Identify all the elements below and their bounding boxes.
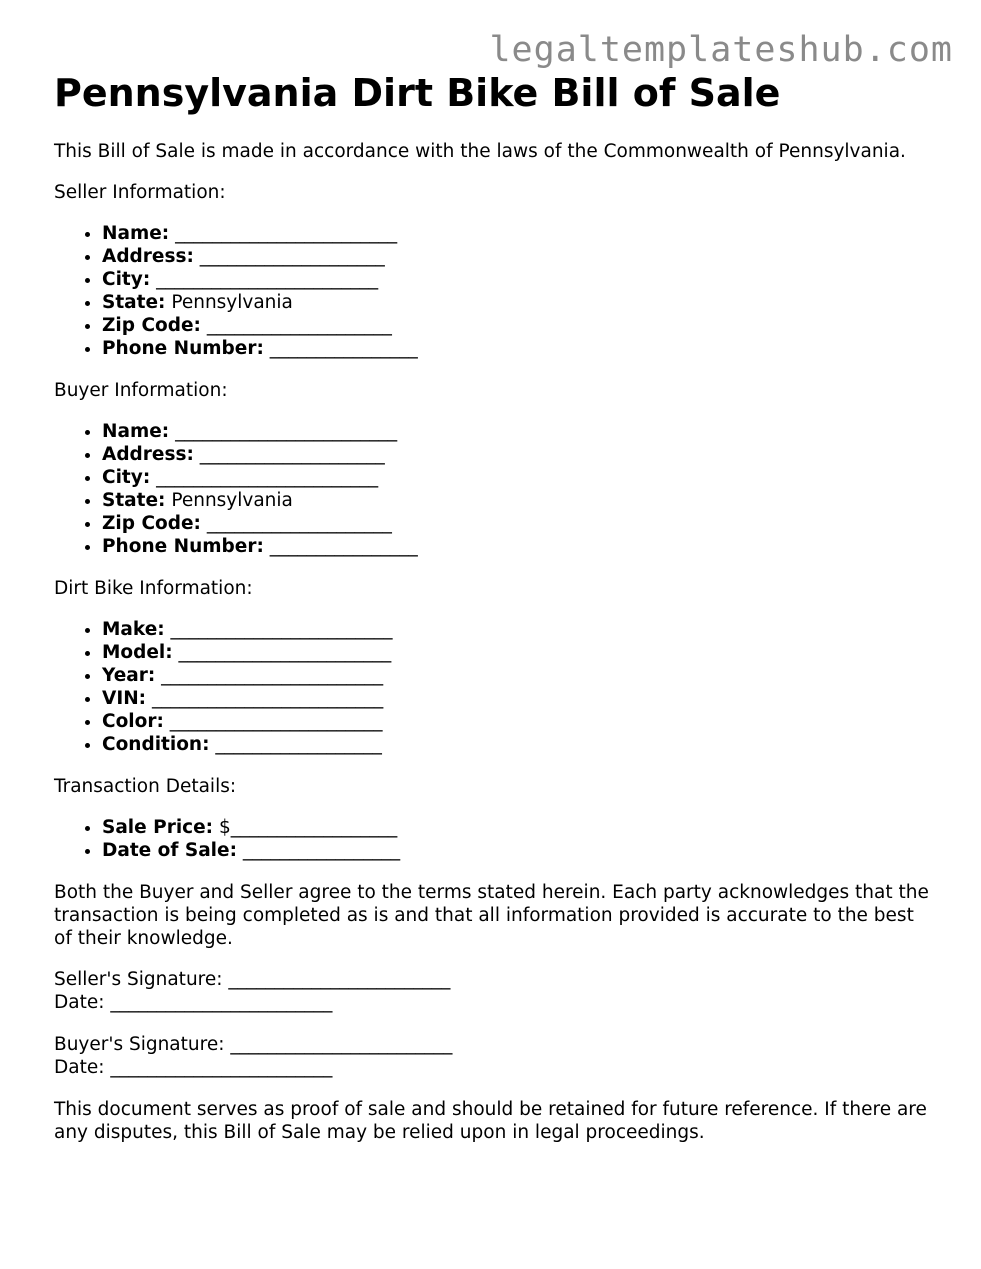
field-label: Phone Number:	[102, 536, 264, 557]
field-label: Make:	[102, 619, 165, 640]
field-value: ________________________	[170, 619, 393, 640]
field-value: ________________________	[161, 665, 384, 686]
watermark: legaltemplateshub.com	[489, 30, 953, 70]
page-title: Pennsylvania Dirt Bike Bill of Sale	[54, 71, 781, 115]
seller-date-line: Date: ________________________	[54, 992, 333, 1013]
bike-vin-field	[102, 687, 934, 710]
agreement-paragraph: Both the Buyer and Seller agree to the terms stated herein. Each party acknowledges that the transaction is being completed as is and that all information provided is accurate to the best of their knowledge.	[54, 882, 929, 949]
sale-date-field	[102, 839, 934, 862]
field-label: Condition:	[102, 734, 210, 755]
buyer-fields-list	[54, 420, 934, 558]
bike-heading: Dirt Bike Information:	[54, 578, 253, 599]
field-label: Sale Price:	[102, 817, 214, 838]
bike-make-field	[102, 618, 934, 641]
field-label: Name:	[102, 421, 170, 442]
field-value: ________________	[269, 536, 418, 557]
buyer-heading: Buyer Information:	[54, 380, 228, 401]
seller-address-field	[102, 245, 934, 268]
buyer-state-field	[102, 489, 934, 512]
field-value: ________________________	[175, 421, 398, 442]
field-label: Name:	[102, 223, 170, 244]
bike-fields-list	[54, 618, 934, 756]
field-label: State:	[102, 490, 166, 511]
field-value: ________________	[269, 338, 418, 359]
bike-condition-field	[102, 733, 934, 756]
field-label: Color:	[102, 711, 164, 732]
field-value: ________________________	[156, 467, 379, 488]
bike-model-field	[102, 641, 934, 664]
seller-city-field	[102, 268, 934, 291]
transaction-heading: Transaction Details:	[54, 776, 237, 797]
bike-year-field	[102, 664, 934, 687]
field-value: $__________________	[218, 817, 398, 838]
field-value: _________________________	[151, 688, 384, 709]
seller-name-field	[102, 222, 934, 245]
field-value: ________________________	[156, 269, 379, 290]
field-value: ____________________	[206, 315, 392, 336]
bike-color-field	[102, 710, 934, 733]
seller-fields-list	[54, 222, 934, 360]
closing-paragraph: This document serves as proof of sale and should be retained for future reference. If there are any disputes, this Bill of Sale may be relied upon in legal proceedings.	[54, 1099, 927, 1143]
field-label: VIN:	[102, 688, 147, 709]
field-value: _______________________	[178, 642, 392, 663]
buyer-address-field	[102, 443, 934, 466]
field-value: ____________________	[206, 513, 392, 534]
field-label: Year:	[102, 665, 156, 686]
buyer-city-field	[102, 466, 934, 489]
buyer-signature-line: Buyer's Signature: ________________________	[54, 1034, 453, 1055]
seller-signature-line: Seller's Signature: ________________________	[54, 969, 451, 990]
field-label: Address:	[102, 246, 194, 267]
seller-zip-field	[102, 314, 934, 337]
seller-heading: Seller Information:	[54, 182, 226, 203]
buyer-signature-block	[54, 1033, 934, 1079]
field-value: ____________________	[199, 444, 385, 465]
field-label: Address:	[102, 444, 194, 465]
field-label: Model:	[102, 642, 173, 663]
field-label: Zip Code:	[102, 513, 201, 534]
field-label: City:	[102, 269, 151, 290]
field-value: __________________	[215, 734, 382, 755]
buyer-date-line: Date: ________________________	[54, 1057, 333, 1078]
buyer-zip-field	[102, 512, 934, 535]
transaction-fields-list	[54, 816, 934, 862]
buyer-phone-field	[102, 535, 934, 558]
field-value: _______________________	[169, 711, 383, 732]
field-label: Zip Code:	[102, 315, 201, 336]
field-value: ________________________	[175, 223, 398, 244]
field-label: Phone Number:	[102, 338, 264, 359]
field-label: State:	[102, 292, 166, 313]
field-value: ____________________	[199, 246, 385, 267]
field-value: Pennsylvania	[171, 292, 293, 313]
seller-signature-block	[54, 968, 934, 1014]
document-body	[54, 70, 934, 1162]
sale-price-field	[102, 816, 934, 839]
field-value: Pennsylvania	[171, 490, 293, 511]
seller-state-field	[102, 291, 934, 314]
buyer-name-field	[102, 420, 934, 443]
seller-phone-field	[102, 337, 934, 360]
field-label: Date of Sale:	[102, 840, 237, 861]
intro-paragraph: This Bill of Sale is made in accordance with the laws of the Commonwealth of Pennsylvania.	[54, 141, 906, 162]
field-label: City:	[102, 467, 151, 488]
field-value: _________________	[242, 840, 401, 861]
